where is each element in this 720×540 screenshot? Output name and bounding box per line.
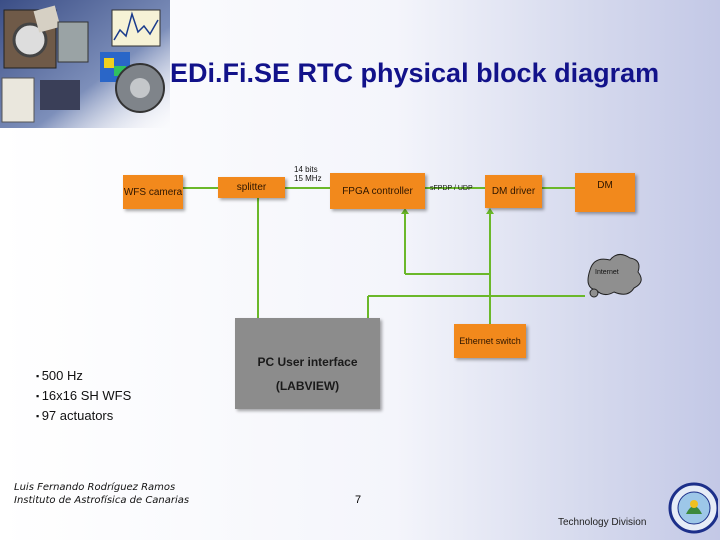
bullet-item: ▪ 16x16 SH WFS <box>36 386 131 406</box>
ethernet-switch-block: Ethernet switch <box>454 324 526 358</box>
division-label: Technology Division <box>558 517 647 528</box>
institute-seal-logo <box>666 478 718 538</box>
internet-label: Internet <box>595 269 619 276</box>
page-number: 7 <box>355 494 362 506</box>
page-title: EDi.Fi.SE RTC physical block diagram <box>170 58 660 88</box>
arrowhead <box>486 208 494 214</box>
wfs-camera-block: WFS camera <box>123 175 183 209</box>
dm-driver-block: DM driver <box>485 175 542 208</box>
fpga-controller-block: FPGA controller <box>330 173 425 209</box>
labview-label: (LABVIEW) <box>275 378 340 393</box>
author-name: Luis Fernando Rodríguez Ramos <box>14 482 176 493</box>
pc-label: PC User interface <box>257 354 358 369</box>
spec-bullet-list <box>36 366 131 426</box>
bullet-item: ▪ 97 actuators <box>36 406 131 426</box>
institute-name: Instituto de Astrofísica de Canarias <box>14 495 190 506</box>
pc-user-interface-block <box>235 318 380 409</box>
author-footer <box>14 481 189 507</box>
protocol-label: sFPDP / UDP <box>430 185 473 192</box>
splitter-block: splitter <box>218 177 285 198</box>
dm-block: DM <box>575 173 635 212</box>
bullet-item: ▪ 500 Hz <box>36 366 131 386</box>
fpga-dmdriver-return-link <box>405 214 490 274</box>
bits-label: 14 bits 15 MHz <box>294 165 322 183</box>
